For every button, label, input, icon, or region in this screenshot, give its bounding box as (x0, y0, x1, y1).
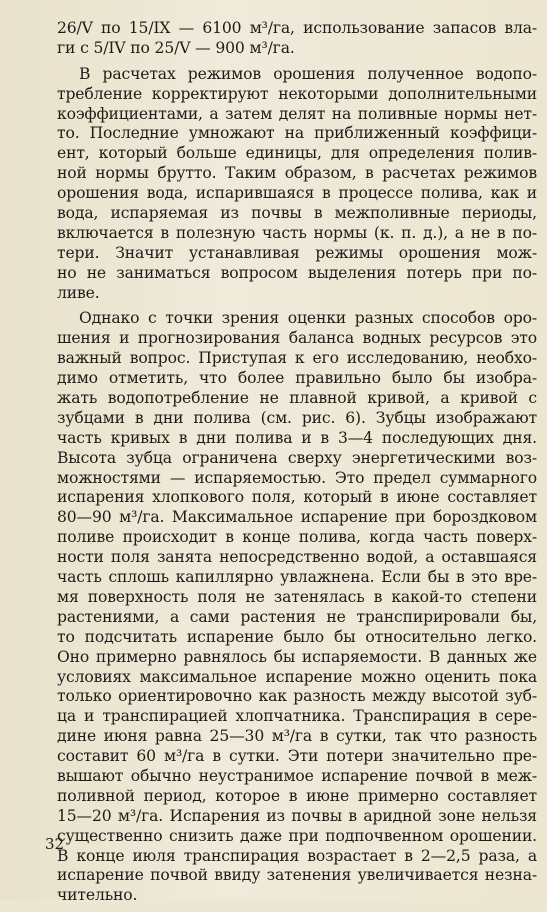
text-line: только ориентировочно как разность между высотой зуб- (57, 687, 537, 706)
text-line: ной нормы брутто. Таким образом, в расчетах режимов (57, 164, 537, 183)
text-line: В расчетах режимов орошения полученное водопо- (79, 64, 537, 83)
text-line: дине июня равна 25—30 м³/га в сутки, так что разность (57, 727, 537, 746)
text-line: важный вопрос. Приступая к его исследованию, необхо- (57, 349, 537, 368)
text-line: шения и прогнозирования баланса водных ресурсов это (57, 329, 537, 348)
text-line: 80—90 м³/га. Максимальное испарение при бороздковом (57, 508, 537, 527)
text-line: ент, который больше единицы, для определения полив- (57, 144, 537, 163)
text-line: часть кривых в дни полива и в 3—4 последующих дня. (57, 428, 537, 447)
text-line: поливе происходит в конце полива, когда часть поверх- (57, 528, 537, 547)
text-line: ности поля занята непосредственно водой, а оставшаяся (57, 548, 537, 567)
text-line: 26/V по 15/IX — 6100 м³/га, использование запасов вла- (57, 19, 537, 37)
text-line: орошения вода, испарившаяся в процессе полива, как и (57, 184, 537, 203)
text-line: но не заниматься вопросом выделения потерь при по- (57, 263, 537, 282)
text-line: испарение почвой ввиду затенения увеличивается незна- (57, 866, 537, 885)
text-line: вышают обычно неустранимое испарение почвой в меж- (57, 766, 537, 785)
text-line: то подсчитать испарение было бы относительно легко. (57, 627, 537, 646)
text-line: чительно. (57, 886, 138, 905)
text-line: то. Последние умножают на приближенный коэффици- (57, 124, 537, 143)
text-line: Однако с точки зрения оценки разных способов оро- (79, 309, 537, 328)
paragraph-2 (57, 65, 537, 304)
text-line: существенно снизить даже при подпочвенном орошении. (57, 826, 537, 845)
text-line: включается в полезную часть нормы (к. п. д.), а не в по- (57, 223, 537, 242)
text-line: Оно примерно равнялось бы испаряемости. В данных же (57, 647, 537, 666)
text-line: испарения хлопкового поля, который в июне составляет (57, 488, 537, 507)
text-line: поливной период, которое в июне примерно составляет (57, 786, 537, 805)
body-text (57, 19, 537, 912)
text-line: ги с 5/IV по 25/V — 900 м³/га. (57, 38, 295, 57)
page-number: 32 (45, 835, 65, 853)
text-line: условиях максимальное испарение можно оценить пока (57, 667, 537, 686)
text-line: требление корректируют некоторыми дополнительными (57, 84, 537, 103)
text-line: ца и транспирацией хлопчатника. Транспирация в сере- (57, 707, 537, 726)
text-line: составит 60 м³/га в сутки. Эти потери значительно пре- (57, 747, 537, 766)
text-line: димо отметить, что более правильно было бы изобра- (57, 369, 537, 388)
text-line: коэффициентами, а затем делят на поливные нормы нет- (57, 104, 537, 123)
text-line: растениями, а сами растения не транспирировали бы, (57, 607, 537, 626)
text-line: вода, испаряемая из почвы в межполивные периоды, (57, 204, 537, 223)
text-line: зубцами в дни полива (см. рис. 6). Зубцы изображают (57, 408, 537, 427)
text-line: В конце июля транспирация возрастает в 2—2,5 раза, а (57, 846, 537, 865)
paragraph-1 (57, 19, 537, 59)
paragraph-3 (57, 309, 537, 906)
text-line: тери. Значит устанавливая режимы орошения мож- (57, 243, 537, 262)
text-line: можностями — испаряемостью. Это предел суммарного (57, 468, 537, 487)
text-line: 15—20 м³/га. Испарения из почвы в аридной зоне нельзя (57, 806, 537, 825)
text-line: ливе. (57, 283, 100, 302)
text-line: жать водопотребление не плавной кривой, а кривой с (57, 389, 537, 408)
text-line: Высота зубца ограничена сверху энергетическими воз- (57, 448, 537, 467)
text-line: часть сплошь капиллярно увлажнена. Если бы в это вре- (57, 568, 537, 587)
text-line: мя поверхность поля не затенялась в какой-то степени (57, 587, 537, 606)
